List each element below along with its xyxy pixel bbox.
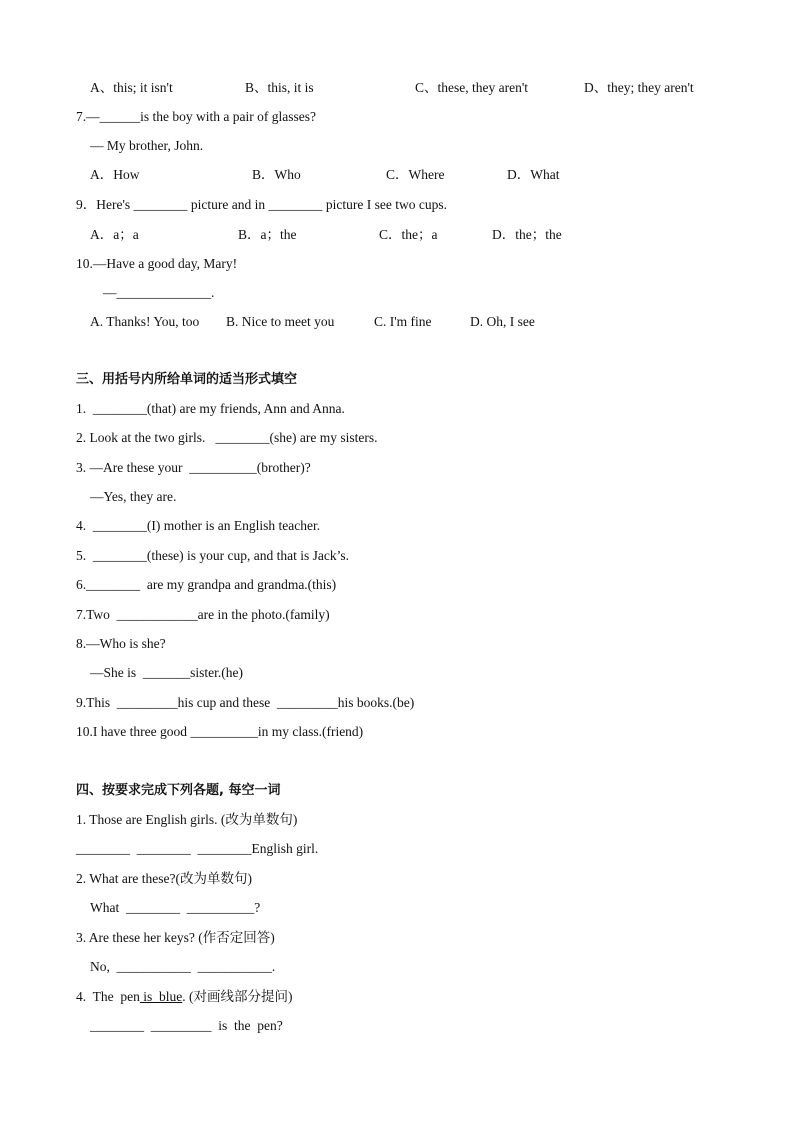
q10-option-a: A. Thanks! You, too: [90, 314, 200, 329]
q7-option-a: A．How: [90, 167, 140, 182]
s4-q4-suffix: . (对画线部分提问): [182, 989, 293, 1004]
s4-q4-underlined: is blue: [139, 989, 183, 1004]
s4-q4-answer: ________ _________ is the pen?: [90, 1018, 283, 1033]
q7-option-b: B．Who: [252, 167, 301, 182]
q6-option-a: A、this; it isn't: [90, 80, 173, 95]
q10-reply: —______________.: [103, 285, 215, 300]
s4-q2: 2. What are these?(改为单数句): [76, 871, 252, 886]
q10-option-c: C. I'm fine: [374, 314, 432, 329]
q9-option-d: D．the；the: [492, 227, 562, 242]
s4-q3-answer: No, ___________ ___________.: [90, 959, 276, 974]
q7-option-d: D．What: [507, 167, 560, 182]
s4-q4-prefix: 4. The pen: [76, 989, 140, 1004]
q9-option-c: C．the；a: [379, 227, 438, 242]
q6-option-b: B、this, it is: [245, 80, 314, 95]
s3-line-10: 10.I have three good __________in my class.(friend): [76, 724, 364, 739]
q10-option-d: D. Oh, I see: [470, 314, 535, 329]
q6-option-c: C、these, they aren't: [415, 80, 529, 95]
s3-line-6: 6.________ are my grandpa and grandma.(this): [76, 577, 337, 592]
q6-option-d: D、they; they aren't: [584, 80, 694, 95]
s3-line-9: 9.This _________his cup and these _________his books.(be): [76, 695, 415, 710]
s4-q1: 1. Those are English girls. (改为单数句): [76, 812, 298, 827]
s3-line-1: 1. ________(that) are my friends, Ann and Anna.: [76, 401, 345, 416]
q10-option-b: B. Nice to meet you: [226, 314, 335, 329]
s4-q3: 3. Are these her keys? (作否定回答): [76, 930, 275, 945]
s3-line-3: 3. —Are these your __________(brother)?: [76, 460, 311, 475]
s3-line-3-reply: —Yes, they are.: [90, 489, 177, 504]
q10-stem: 10.—Have a good day, Mary!: [76, 256, 238, 271]
s3-line-8: 8.—Who is she?: [76, 636, 166, 651]
s4-q1-answer: ________ ________ ________English girl.: [76, 841, 319, 856]
s3-line-7: 7.Two ____________are in the photo.(family): [76, 607, 330, 622]
s4-q2-answer: What ________ __________?: [90, 900, 261, 915]
q9-stem: 9．Here's ________ picture and in ________ picture I see two cups.: [76, 197, 447, 212]
s3-line-2: 2. Look at the two girls. ________(she) are my sisters.: [76, 430, 378, 445]
section3-title: 三、用括号内所给单词的适当形式填空: [76, 372, 298, 387]
q9-option-b: B．a；the: [238, 227, 297, 242]
s3-line-4: 4. ________(I) mother is an English teacher.: [76, 518, 321, 533]
s3-line-5: 5. ________(these) is your cup, and that is Jack’s.: [76, 548, 349, 563]
s4-q4: [76, 988, 293, 1006]
q9-option-a: A．a；a: [90, 227, 139, 242]
section4-title: 四、按要求完成下列各题, 每空一词: [76, 783, 281, 798]
q7-reply: — My brother, John.: [90, 138, 204, 153]
q7-stem: 7.—______is the boy with a pair of glasses?: [76, 109, 316, 124]
q7-option-c: C．Where: [386, 167, 445, 182]
s3-line-8-reply: —She is _______sister.(he): [90, 665, 243, 680]
